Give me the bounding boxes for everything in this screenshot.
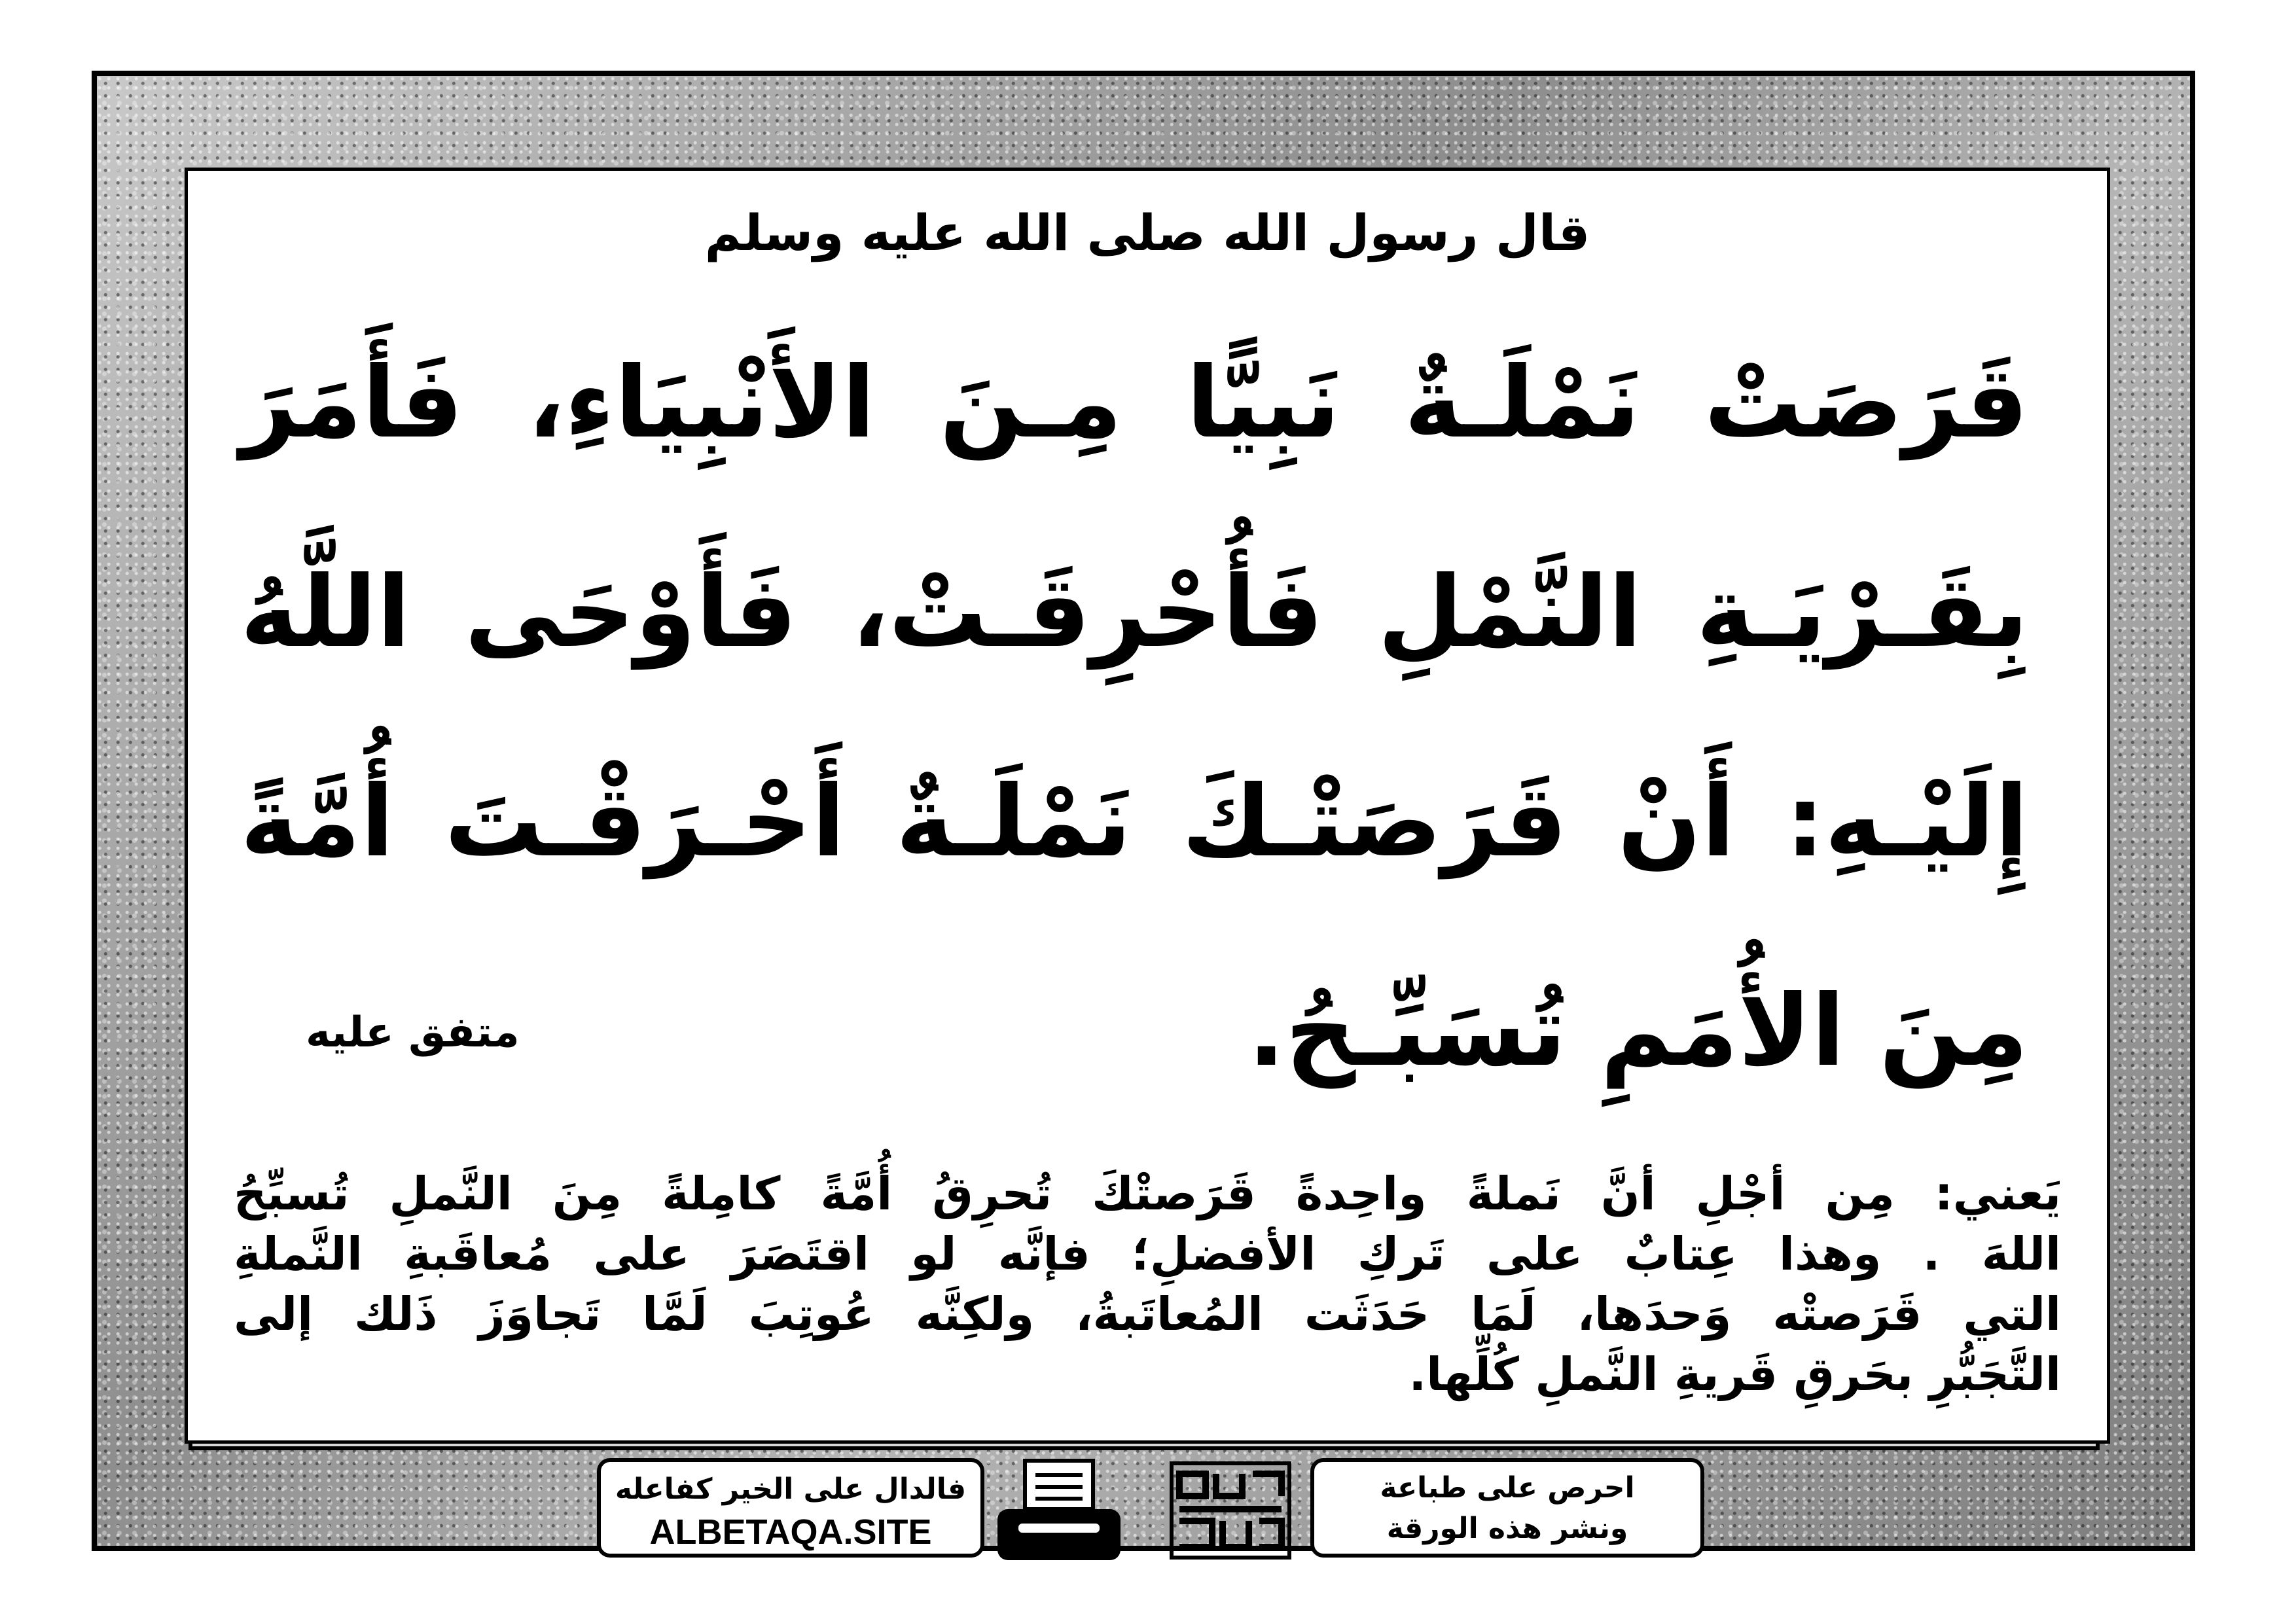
printer-icon <box>995 1458 1123 1563</box>
footer-print-line-1: احرص على طباعة <box>1380 1471 1635 1505</box>
hadith-source: متفق عليه <box>306 1008 520 1057</box>
footer-website-box[interactable] <box>597 1458 984 1558</box>
hadith-line-2: بِقَـرْيَـةِ النَّمْلِ فَأُحْرِقَـتْ، فَأَوْحَى اللَّهُ <box>240 556 2028 669</box>
explanation-line-3: التي قَرَصتْه وَحدَها، لَمَا حَدَثَت المُعاتَبةُ، ولكِنَّه عُوتِبَ لَمَّا تَجاوَزَ ذَلك إلى <box>234 1287 2061 1341</box>
hadith-line-3: إِلَيْـهِ: أَنْ قَرَصَتْـكَ نَمْلَـةٌ أَحْـرَقْـتَ أُمَّةً <box>240 765 2028 879</box>
hadith-line-1: قَرَصَتْ نَمْلَـةٌ نَبِيًّا مِـنَ الأَنْبِيَاءِ، فَأَمَرَ <box>240 346 2028 460</box>
footer-print-box <box>1310 1458 1704 1558</box>
explanation-line-2: اللهَ . وهذا عِتابٌ على تَركِ الأفضلِ؛ فإنَّه لو اقتَصَرَ على مُعاقَبةِ النَّملةِ <box>234 1227 2061 1281</box>
footer-website[interactable]: ALBETAQA.SITE <box>649 1512 932 1552</box>
hadith-line-4: مِنَ الأُمَمِ تُسَبِّـحُ. <box>1247 974 2028 1088</box>
footer-bar <box>597 1458 1704 1563</box>
footer-tagline: فالدال على الخير كفاعله <box>615 1472 967 1506</box>
content-panel <box>185 168 2110 1444</box>
footer-print-line-2: ونشر هذه الورقة <box>1386 1512 1628 1545</box>
explanation-line-1: يَعني: مِن أجْلِ أنَّ نَملةً واحِدةً قَرَصتْكَ تُحرِقُ أُمَّةً كامِلةً مِنَ النَّملِ تُسبِّحُ <box>234 1167 2061 1221</box>
dawah-logo-icon <box>1166 1458 1297 1563</box>
explanation-line-4: التَّجَبُّرِ بحَرقِ قَريةِ النَّملِ كُلِّها. <box>1408 1347 2061 1401</box>
hadith-intro: قال رسول الله صلى الله عليه وسلم <box>704 204 1590 262</box>
